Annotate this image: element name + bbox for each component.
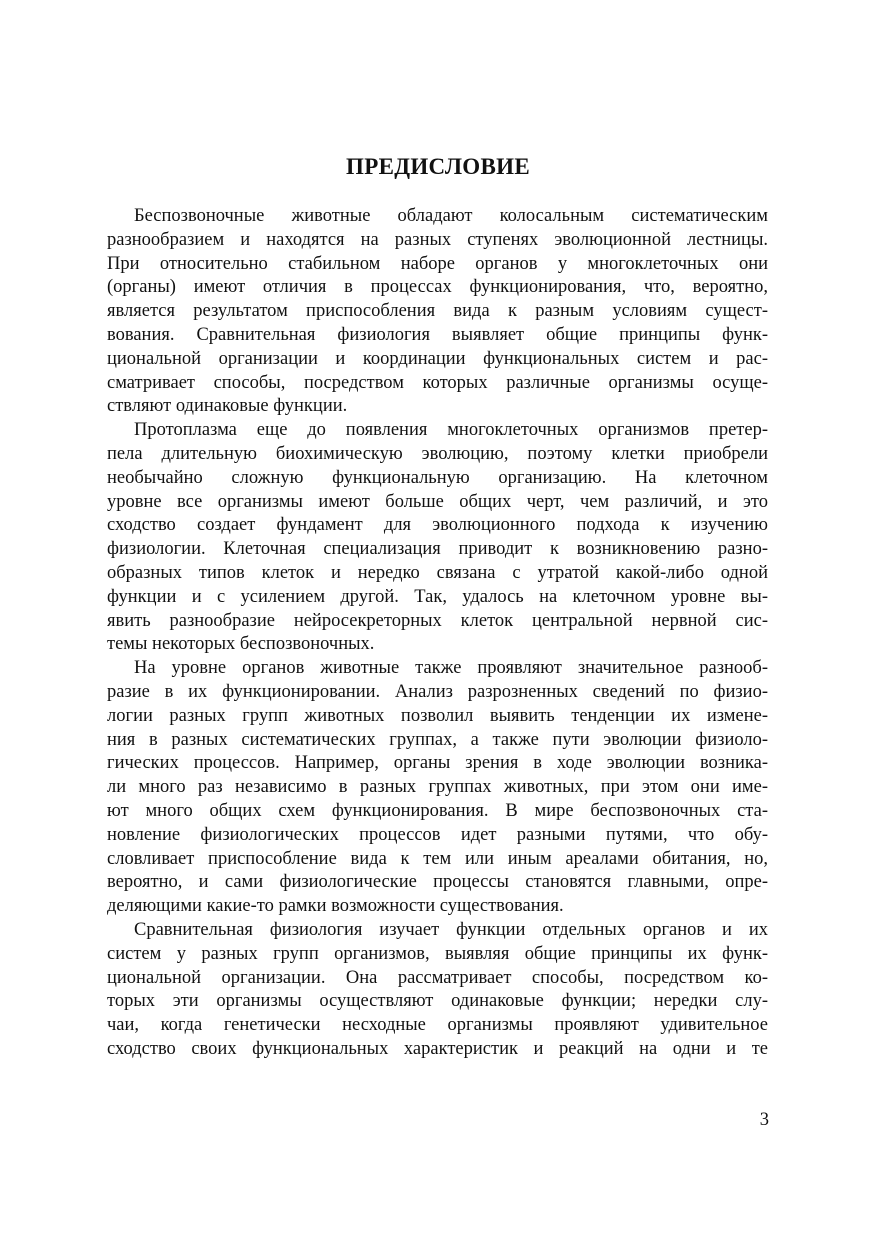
text-line: вования. Сравнительная физиология выявляет общие принципы функ- (107, 324, 768, 345)
text-line: сходство своих функциональных характеристик и реакций на одни и те (107, 1038, 768, 1059)
text-line: гических процессов. Например, органы зрения в ходе эволюции возника- (107, 753, 768, 774)
text-line: чаи, когда генетически несходные организмы проявляют удивительное (107, 1015, 768, 1036)
page-number: 3 (759, 1110, 769, 1130)
text-line: циональной организации. Она рассматривает способы, посредством ко- (107, 967, 768, 988)
text-line: ют много общих схем функционирования. В мире беспозвоночных ста- (107, 800, 768, 821)
paragraph-2 (107, 419, 768, 657)
text-line: разие в их функционировании. Анализ разрозненных сведений по физио- (107, 681, 768, 702)
text-line: функции и с усилением другой. Так, удалось на клеточном уровне вы- (107, 586, 768, 607)
paragraph-3 (107, 657, 768, 919)
text-line: уровне все организмы имеют больше общих черт, чем различий, и это (107, 491, 768, 512)
text-line: систем у разных групп организмов, выявляя общие принципы их функ- (107, 943, 768, 964)
paragraph-1 (107, 205, 768, 419)
text-line: На уровне органов животные также проявляют значительное разнооб- (134, 658, 768, 679)
text-line: разнообразием и находятся на разных ступенях эволюционной лестницы. (107, 229, 768, 250)
text-line: ния в разных систематических группах, а также пути эволюции физиоло- (107, 729, 768, 750)
text-line: пела длительную биохимическую эволюцию, поэтому клетки приобрели (107, 443, 768, 464)
body-text (107, 205, 768, 1062)
text-line: деляющими какие-то рамки возможности существования. (107, 896, 564, 917)
text-line: ли много раз независимо в разных группах животных, при этом они име- (107, 777, 768, 798)
paragraph-4 (107, 919, 768, 1062)
text-line: (органы) имеют отличия в процессах функционирования, что, вероятно, (107, 277, 768, 298)
text-line: физиологии. Клеточная специализация приводит к возникновению разно- (107, 539, 768, 560)
text-line: логии разных групп животных позволил выявить тенденции их измене- (107, 705, 768, 726)
text-line: темы некоторых беспозвоночных. (107, 634, 375, 655)
text-line: ствляют одинаковые функции. (107, 396, 348, 417)
text-line: является результатом приспособления вида к разным условиям сущест- (107, 301, 768, 322)
text-line: сматривает способы, посредством которых различные организмы осуще- (107, 372, 768, 393)
text-line: необычайно сложную функциональную организацию. На клеточном (107, 467, 768, 488)
text-line: словливает приспособление вида к тем или иным ареалами обитания, но, (107, 848, 768, 869)
text-line: Сравнительная физиология изучает функции отдельных органов и их (134, 919, 768, 940)
page-title: ПРЕДИСЛОВИЕ (346, 154, 530, 179)
text-line: образных типов клеток и нередко связана с утратой какой-либо одной (107, 562, 768, 583)
text-line: Протоплазма еще до появления многоклеточных организмов претер- (134, 420, 768, 441)
text-line: вероятно, и сами физиологические процессы становятся главными, опре- (107, 872, 768, 893)
text-line: Беспозвоночные животные обладают колосальным систематическим (134, 206, 768, 226)
text-line: циональной организации и координации функциональных систем и рас- (107, 348, 768, 369)
text-line: явить разнообразие нейросекреторных клеток центральной нервной сис- (107, 610, 768, 631)
text-line: новление физиологических процессов идет разными путями, что обу- (107, 824, 768, 845)
text-line: сходство создает фундамент для эволюционного подхода к изучению (107, 515, 768, 536)
text-line: При относительно стабильном наборе органов у многоклеточных они (107, 253, 768, 274)
text-line: торых эти организмы осуществляют одинаковые функции; нередки слу- (107, 991, 768, 1012)
